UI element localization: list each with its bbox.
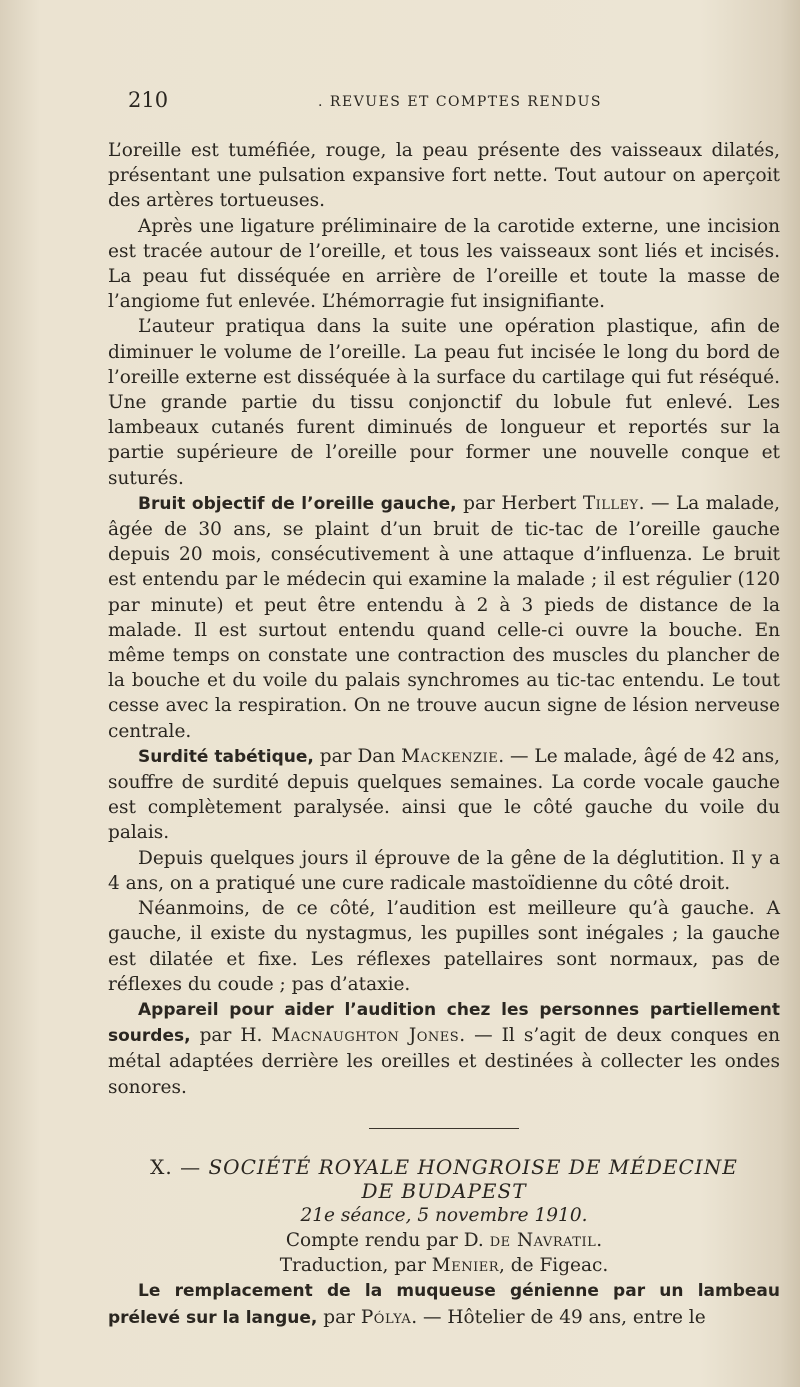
author-name: Pólya	[360, 1306, 412, 1328]
paragraph-6: Depuis quelques jours il éprouve de la gêne de la déglutition. Il y a 4 ans, on a pratiqué une cure radicale mastoïdienne du côté droit.	[108, 847, 780, 894]
page-number: 210	[128, 88, 169, 112]
article-title: Bruit objectif de l’oreille gauche,	[138, 493, 457, 514]
byline: par Dan	[313, 745, 402, 767]
article-text: . — La malade, âgée de 30 ans, se plaint d’un bruit de tic-tac de l’oreille gauche depuis 20 mois, consécutivement à une attaque d’influenza. Le bruit est entendu par le médecin qui examine la malade ; il est régulier (120 par minute) et peut être entendu à 2 à 3 pieds de distance de la malade. Il est surtout entendu quand celle-ci ouvre la bouche. En même temps on constate une contraction des muscles du plancher de la bouche et du voile du palais synchromes au tic-tac entendu. Le tout cesse avec la respiration. On ne trouve aucun signe de lésion nerveuse centrale.	[108, 492, 780, 742]
seance-date: 21e séance, 5 novembre 1910.	[300, 1204, 588, 1226]
paragraph-1: L’oreille est tuméfiée, rouge, la peau présente des vaisseaux dilatés, présentant une pulsation expansive fort nette. Tout autour on aperçoit des artères tortueuses.	[108, 140, 780, 212]
section-heading	[108, 1155, 780, 1203]
paragraph-2: Après une ligature préliminaire de la carotide externe, une incision est tracée autour de l’oreille, et tous les vaisseaux sont liés et incisés. La peau fut disséquée en arrière de l’oreille et toute la masse de l’angiome fut enlevée. L’hémorragie fut insignifiante.	[108, 215, 780, 313]
translation-credit: Traduction, par Menier, de Figeac.	[279, 1255, 609, 1277]
section-title-line-1: X. — SOCIÉTÉ ROYALE HONGROISE DE MÉDECINE	[150, 1154, 738, 1179]
page-body	[108, 138, 780, 1331]
paragraph-appareil-audition	[108, 997, 780, 1100]
article-text: . — Il s’agit de deux conques en métal adaptées derrière les oreilles et destinées à collecter les ondes sonores.	[108, 1025, 780, 1098]
running-title: . REVUES ET COMPTES RENDUS	[318, 94, 603, 110]
article-text: . — Hôtelier de 49 ans, entre le	[411, 1306, 706, 1328]
paragraph-7: Néanmoins, de ce côté, l’audition est meilleure qu’à gauche. A gauche, il existe du nystagmus, les pupilles sont inégales ; la gauche est dilatée et fixe. Les réflexes patellaires sont normaux, pas de réflexes du coude ; pas d’ataxie.	[108, 898, 780, 995]
author-name: Tilley	[582, 492, 639, 514]
reporter-name: de Navratil	[489, 1229, 597, 1251]
article-title: Surdité tabétique,	[138, 746, 314, 767]
paragraph-remplacement-muqueuse	[108, 1278, 780, 1330]
section-title-line-2: DE BUDAPEST	[361, 1178, 527, 1203]
paragraph-3: L’auteur pratiqua dans la suite une opération plastique, afin de diminuer le volume de l’oreille. La peau fut incisée le long du bord de l’oreille externe est disséquée à la surface du cartilage qui fut réséqué. Une grande partie du tissu conjonctif du lobule fut enlevé. Les lambeaux cutanés furent diminués de longueur et reportés sur la partie supérieure de l’oreille pour former une nouvelle conque et suturés.	[108, 316, 780, 489]
article-title: Le remplacement de la muqueuse génienne par un lambeau prélevé sur la langue,	[108, 1281, 780, 1328]
byline: par	[317, 1306, 361, 1328]
article-text: . — Le malade, âgé de 42 ans, souffre de surdité depuis quelques semaines. La corde vocale gauche est complètement paralysée. ainsi que le côté gauche du voile du palais.	[108, 745, 780, 844]
author-name: Macnaughton Jones	[271, 1025, 460, 1047]
translator-name: Menier	[431, 1255, 500, 1277]
author-name: Mackenzie	[401, 745, 499, 767]
byline: par H.	[190, 1025, 272, 1047]
section-number: X. —	[150, 1154, 202, 1179]
paragraph-surdite-tabetique	[108, 744, 780, 846]
byline: par Herbert	[456, 492, 583, 514]
section-divider	[369, 1128, 519, 1129]
article-title: Appareil pour aider l’audition chez les personnes partiellement sourdes,	[108, 999, 780, 1047]
report-credit: Compte rendu par D. de Navratil.	[285, 1229, 603, 1251]
paragraph-bruit-objectif	[108, 491, 780, 744]
